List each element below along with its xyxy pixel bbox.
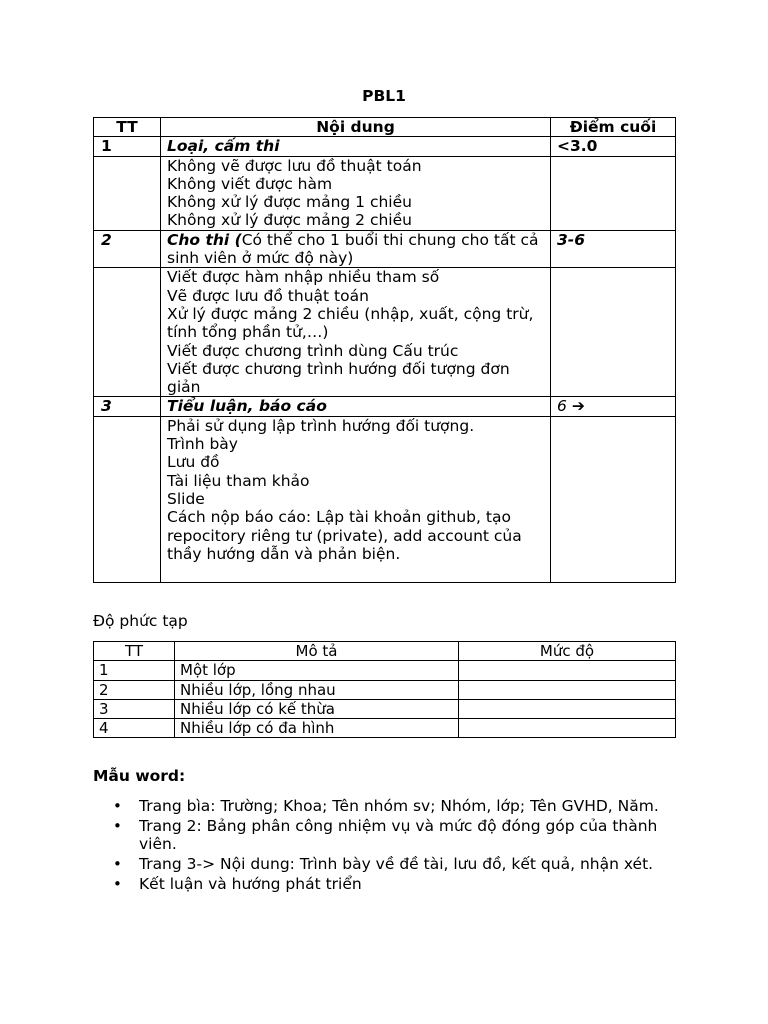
item: Slide — [167, 489, 205, 508]
item: Viết được chương trình dùng Cấu trúc — [167, 341, 459, 360]
row-score-cell — [551, 397, 676, 416]
row-items — [161, 156, 551, 230]
item: Không vẽ được lưu đồ thuật toán — [167, 156, 422, 175]
list-item-text: Kết luận và hướng phát triển — [139, 875, 362, 894]
grading-row-2-items — [94, 268, 676, 397]
table-row — [94, 661, 676, 680]
row-desc: Nhiều lớp có kế thừa — [175, 699, 459, 718]
complexity-label: Độ phức tạp — [93, 612, 188, 630]
row-desc: Một lớp — [175, 661, 459, 680]
item: Không xử lý được mảng 1 chiều — [167, 193, 412, 212]
item: Tài liệu tham khảo — [167, 471, 310, 490]
complexity-table-header — [94, 642, 676, 661]
row-number: 3 — [94, 699, 175, 718]
item: Viết được chương trình hướng đối tượng đơn giản — [167, 359, 510, 397]
item: Không viết được hàm — [167, 174, 333, 193]
grading-row-1-items — [94, 156, 676, 230]
bullet-icon: • — [113, 875, 122, 894]
list-item — [93, 797, 673, 815]
header-tt: TT — [94, 642, 175, 661]
grading-row-1-heading — [94, 137, 676, 156]
item: Viết được hàm nhập nhiều tham số — [167, 268, 440, 287]
grading-table — [93, 117, 676, 583]
row-number: 2 — [94, 230, 161, 268]
bullet-icon: • — [113, 816, 122, 835]
grading-table-header — [94, 118, 676, 137]
item: Trình bày — [167, 435, 238, 454]
row-heading-bold: Cho thi ( — [167, 230, 242, 249]
arrow-right-icon: ➔ — [571, 397, 585, 416]
word-template-label: Mẫu word: — [93, 767, 186, 785]
grading-row-3-items — [94, 416, 676, 582]
bullet-icon: • — [113, 855, 122, 874]
row-level — [459, 661, 676, 680]
table-row — [94, 680, 676, 699]
row-number: 3 — [94, 397, 161, 416]
list-item-text: Trang 3-> Nội dung: Trình bày về đề tài, lưu đồ, kết quả, nhận xét. — [139, 855, 654, 874]
list-item — [93, 875, 673, 893]
row-items — [161, 416, 551, 582]
table-row — [94, 719, 676, 738]
header-tt: TT — [94, 118, 161, 137]
row-level — [459, 699, 676, 718]
table-row — [94, 699, 676, 718]
row-level — [459, 680, 676, 699]
row-level — [459, 719, 676, 738]
row-heading: Tiểu luận, báo cáo — [161, 397, 551, 416]
header-desc: Mô tả — [175, 642, 459, 661]
row-desc: Nhiều lớp có đa hình — [175, 719, 459, 738]
list-item — [93, 817, 673, 854]
list-item-text: Trang bìa: Trường; Khoa; Tên nhóm sv; Nhóm, lớp; Tên GVHD, Năm. — [139, 797, 659, 815]
row-heading: Loại, cấm thi — [161, 137, 551, 156]
row-heading-note: Có thể cho 1 buổi thi chung cho tất cả sinh viên ở mức độ này) — [167, 230, 539, 268]
row-score: 6 — [557, 397, 567, 416]
row-number: 1 — [94, 137, 161, 156]
bullet-icon: • — [113, 797, 122, 815]
item: Không xử lý được mảng 2 chiều — [167, 211, 412, 230]
word-template-list — [93, 797, 673, 895]
row-number: 2 — [94, 680, 175, 699]
row-score: 3-6 — [551, 230, 676, 268]
row-desc: Nhiều lớp, lồng nhau — [175, 680, 459, 699]
item: Lưu đồ — [167, 453, 220, 472]
item: Cách nộp báo cáo: Lập tài khoản github, tạo repocitory riêng tư (private), add account của thầy hướng dẫn và phản biện. — [167, 508, 522, 563]
header-content: Nội dung — [161, 118, 551, 137]
list-item — [93, 855, 673, 873]
list-item-text: Trang 2: Bảng phân công nhiệm vụ và mức độ đóng góp của thành viên. — [139, 816, 658, 854]
row-items — [161, 268, 551, 397]
item: Phải sử dụng lập trình hướng đối tượng. — [167, 416, 475, 435]
item: Xử lý được mảng 2 chiều (nhập, xuất, cộng trừ, tính tổng phần tử,…) — [167, 304, 534, 342]
grading-row-3-heading — [94, 397, 676, 416]
item: Vẽ được lưu đồ thuật toán — [167, 286, 369, 305]
header-level: Mức độ — [459, 642, 676, 661]
document-title: PBL1 — [362, 87, 406, 105]
grading-row-2-heading — [94, 230, 676, 268]
row-heading — [161, 230, 551, 268]
row-number: 1 — [94, 661, 175, 680]
row-score: <3.0 — [551, 137, 676, 156]
complexity-table — [93, 641, 676, 738]
row-number: 4 — [94, 719, 175, 738]
header-score: Điểm cuối — [551, 118, 676, 137]
